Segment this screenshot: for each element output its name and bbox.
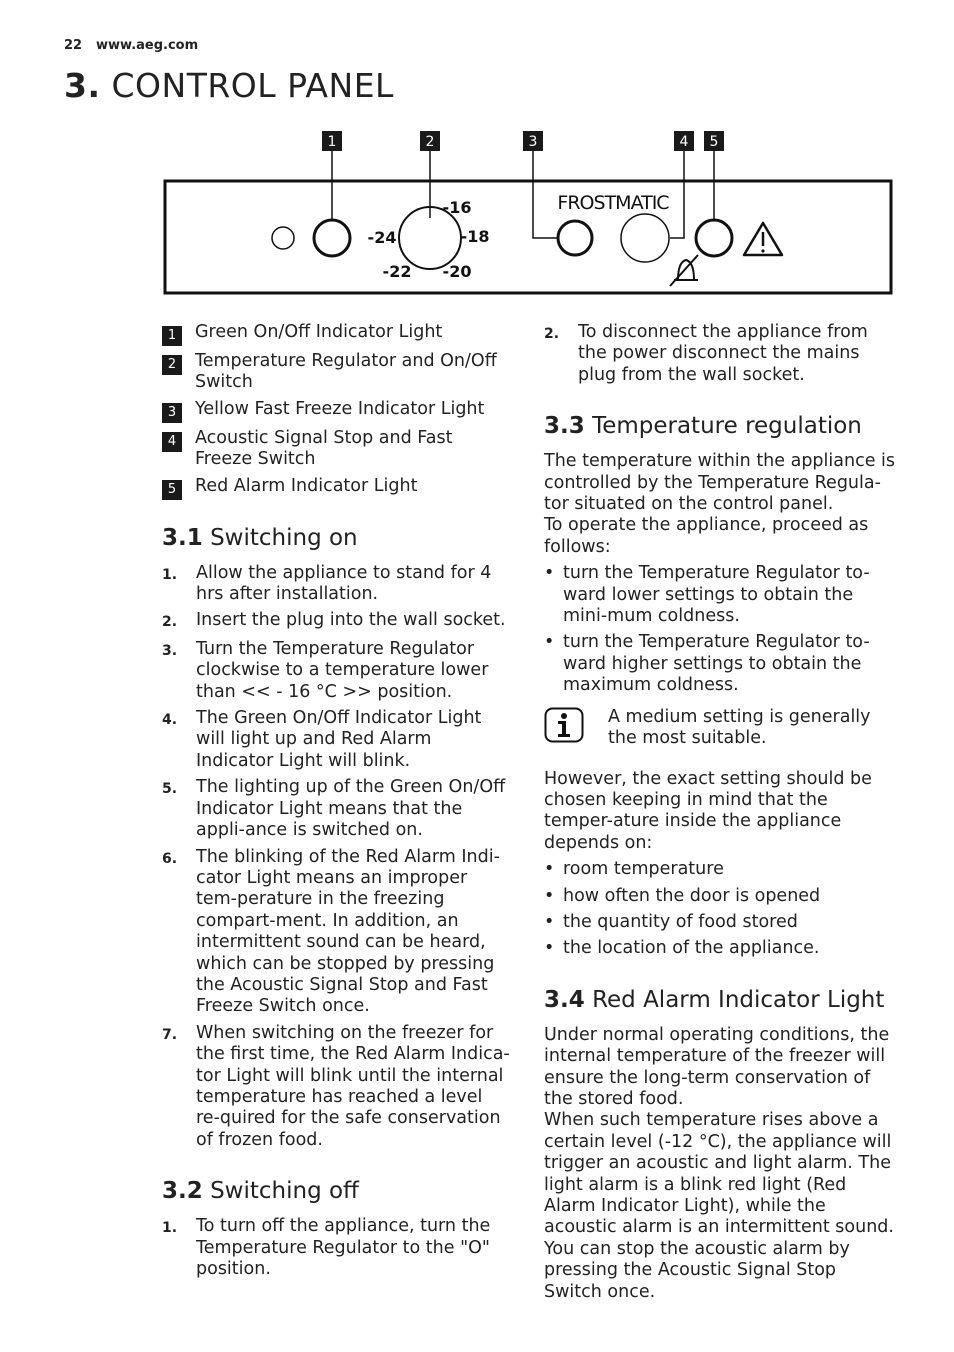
green-light-icon [314,220,350,256]
list-item [162,610,510,633]
dial-label-20: -20 [442,262,472,281]
step-text: To turn off the appliance, turn the Temperature Regulator to the "O" position. [196,1216,491,1279]
list-item [162,777,510,841]
bullet-text: how often the door is opened [563,885,821,906]
bullet-text: the quantity of food stored [563,911,798,932]
list-item [162,1023,510,1151]
bullet: • [544,859,555,880]
paragraph: However, the exact setting should be chosen keeping in mind that the temper-ature inside the appliance depends on: [544,768,872,853]
switching-on-steps [162,563,510,1152]
legend-text: Green On/Off Indicator Light [195,322,443,342]
callout-1 [322,131,342,151]
step-text: When switching on the freezer for the first time, the Red Alarm Indica-tor Light will blink until the internal temperature has reached a level re-quired for the safe conservation of frozen food. [196,1022,510,1150]
section-title: Switching on [210,524,358,551]
step-text: Allow the appliance to stand for 4 hrs after installation. [196,562,492,605]
step-number: 1. [162,566,178,583]
step-number: 1. [162,1220,178,1237]
paragraph: When such temperature rises above a certain level (-12 °C), the appliance will trigger an acoustic and light alarm. The light alarm is a blink red light (Red Alarm Indicator Light), while the acoustic alarm is an intermittent sound. [544,1110,894,1238]
step-number: 6. [162,850,178,867]
bullet: • [544,563,555,584]
bullet-text: turn the Temperature Regulator to-ward higher settings to obtain the maximum coldness. [563,632,870,696]
info-icon [544,707,584,743]
step-number: 4. [162,712,178,729]
section-heading-switching-off [162,1177,510,1205]
callout-3 [523,131,543,151]
legend-text: Acoustic Signal Stop and Fast Freeze Switch [195,427,453,470]
list-item [544,859,896,880]
list-item [544,632,896,696]
legend-row [162,476,510,500]
callout-3-label: 3 [528,134,538,150]
title-number: 3. [64,66,101,105]
info-note [544,707,896,750]
list-item [544,322,896,386]
bullet-text: the location of the appliance. [563,938,820,959]
dial-label-18: -18 [460,227,490,246]
legend [162,322,510,500]
section-title: Red Alarm Indicator Light [592,986,885,1013]
step-text: The Green On/Off Indicator Light will light up and Red Alarm Indicator Light will blink. [196,708,482,771]
callout-4-label: 4 [679,134,689,150]
legend-badge: 1 [162,326,182,346]
info-text: A medium setting is generally the most suitable. [608,706,871,749]
panel-frame [165,181,891,293]
legend-row [162,399,510,423]
callout-2 [420,131,440,151]
legend-text: Temperature Regulator and On/Off Switch [195,351,497,393]
callout-5-label: 5 [709,134,719,150]
step-number: 7. [162,1026,178,1043]
yellow-light-icon [558,221,592,255]
list-item [544,938,896,959]
step-number: 5. [162,781,178,798]
red-light-icon [696,220,732,256]
callout-5 [704,131,724,151]
legend-badge: 3 [162,403,182,423]
list-item [162,708,510,772]
warning-icon [744,223,782,255]
right-column [544,322,896,1303]
paragraph: To operate the appliance, proceed as follows: [544,515,869,557]
bullet-text: turn the Temperature Regulator to-ward lower settings to obtain the mini-mum coldness. [563,563,870,627]
section-title: Temperature regulation [592,413,862,440]
section-number: 3.3 [544,413,585,440]
list-item [162,639,510,703]
section-heading-switching-on [162,524,510,552]
section-number: 3.4 [544,986,585,1013]
legend-badge: 5 [162,480,182,500]
list-item [162,847,510,1018]
step-number: 3. [162,642,178,659]
step-text: Turn the Temperature Regulator clockwise to a temperature lower than << - 16 °C >> position. [196,638,489,702]
dial-label-16: -16 [442,198,472,217]
control-panel-diagram [0,0,954,310]
paragraph: The temperature within the appliance is controlled by the Temperature Regula-tor situated on the control panel. [544,451,896,515]
paragraph: You can stop the acoustic alarm by pressing the Acoustic Signal Stop Switch once. [544,1238,850,1302]
step-text: Insert the plug into the wall socket. [196,610,506,631]
callout-1-label: 1 [327,134,337,150]
header-url: www.aeg.com [96,38,199,53]
legend-row [162,322,510,346]
leader-4 [670,151,684,238]
switching-off-steps [162,1216,510,1280]
paragraph: Under normal operating conditions, the internal temperature of the freezer will ensure the long-term conservation of the stored food. [544,1024,890,1109]
bullet: • [544,632,555,653]
legend-row [162,428,510,471]
section-heading-temperature-regulation [544,412,896,440]
dial-label-22: -22 [382,262,412,281]
switching-off-steps-continued [544,322,896,386]
list-item [544,912,896,933]
fast-freeze-switch-icon [621,214,669,262]
bullet: • [544,885,555,906]
step-text: To disconnect the appliance from the power disconnect the mains plug from the wall socket. [578,322,868,385]
bullet-list [544,859,896,960]
section-number: 3.2 [162,1178,203,1205]
legend-row [162,351,510,394]
section-number: 3.1 [162,524,203,551]
bullet: • [544,911,555,932]
muted-bell-icon [670,255,698,286]
small-indicator-icon [272,227,294,249]
step-number: 2. [544,326,560,342]
callout-4 [674,131,694,151]
list-item [162,1216,510,1280]
legend-text: Red Alarm Indicator Light [195,475,418,496]
left-column [162,322,510,1285]
section-title: Switching off [210,1178,359,1205]
step-number: 2. [162,614,178,631]
list-item [544,563,896,627]
section-heading-red-alarm [544,986,896,1014]
bullet-list [544,563,896,696]
callout-2-label: 2 [425,134,435,150]
bullet: • [544,938,555,959]
leader-3 [533,151,558,238]
legend-badge: 2 [162,355,182,375]
bullet-text: room temperature [563,859,724,880]
step-text: The lighting up of the Green On/Off Indicator Light means that the appli-ance is switched on. [196,777,506,841]
frostmatic-label: FROSTMATIC [557,192,669,214]
legend-text: Yellow Fast Freeze Indicator Light [195,398,485,419]
list-item [544,886,896,907]
page-number: 22 [64,38,83,53]
legend-badge: 4 [162,432,182,452]
step-text: The blinking of the Red Alarm Indi-cator Light means an improper tem-perature in the freezing compart-ment. In addition, an intermittent sound can be heard, which can be stopped by pressing the Acoustic Signal Stop and Fast Freeze Switch once. [196,846,500,1017]
dial-label-24: -24 [367,228,397,247]
title-text: CONTROL PANEL [111,66,394,105]
list-item [162,563,510,606]
